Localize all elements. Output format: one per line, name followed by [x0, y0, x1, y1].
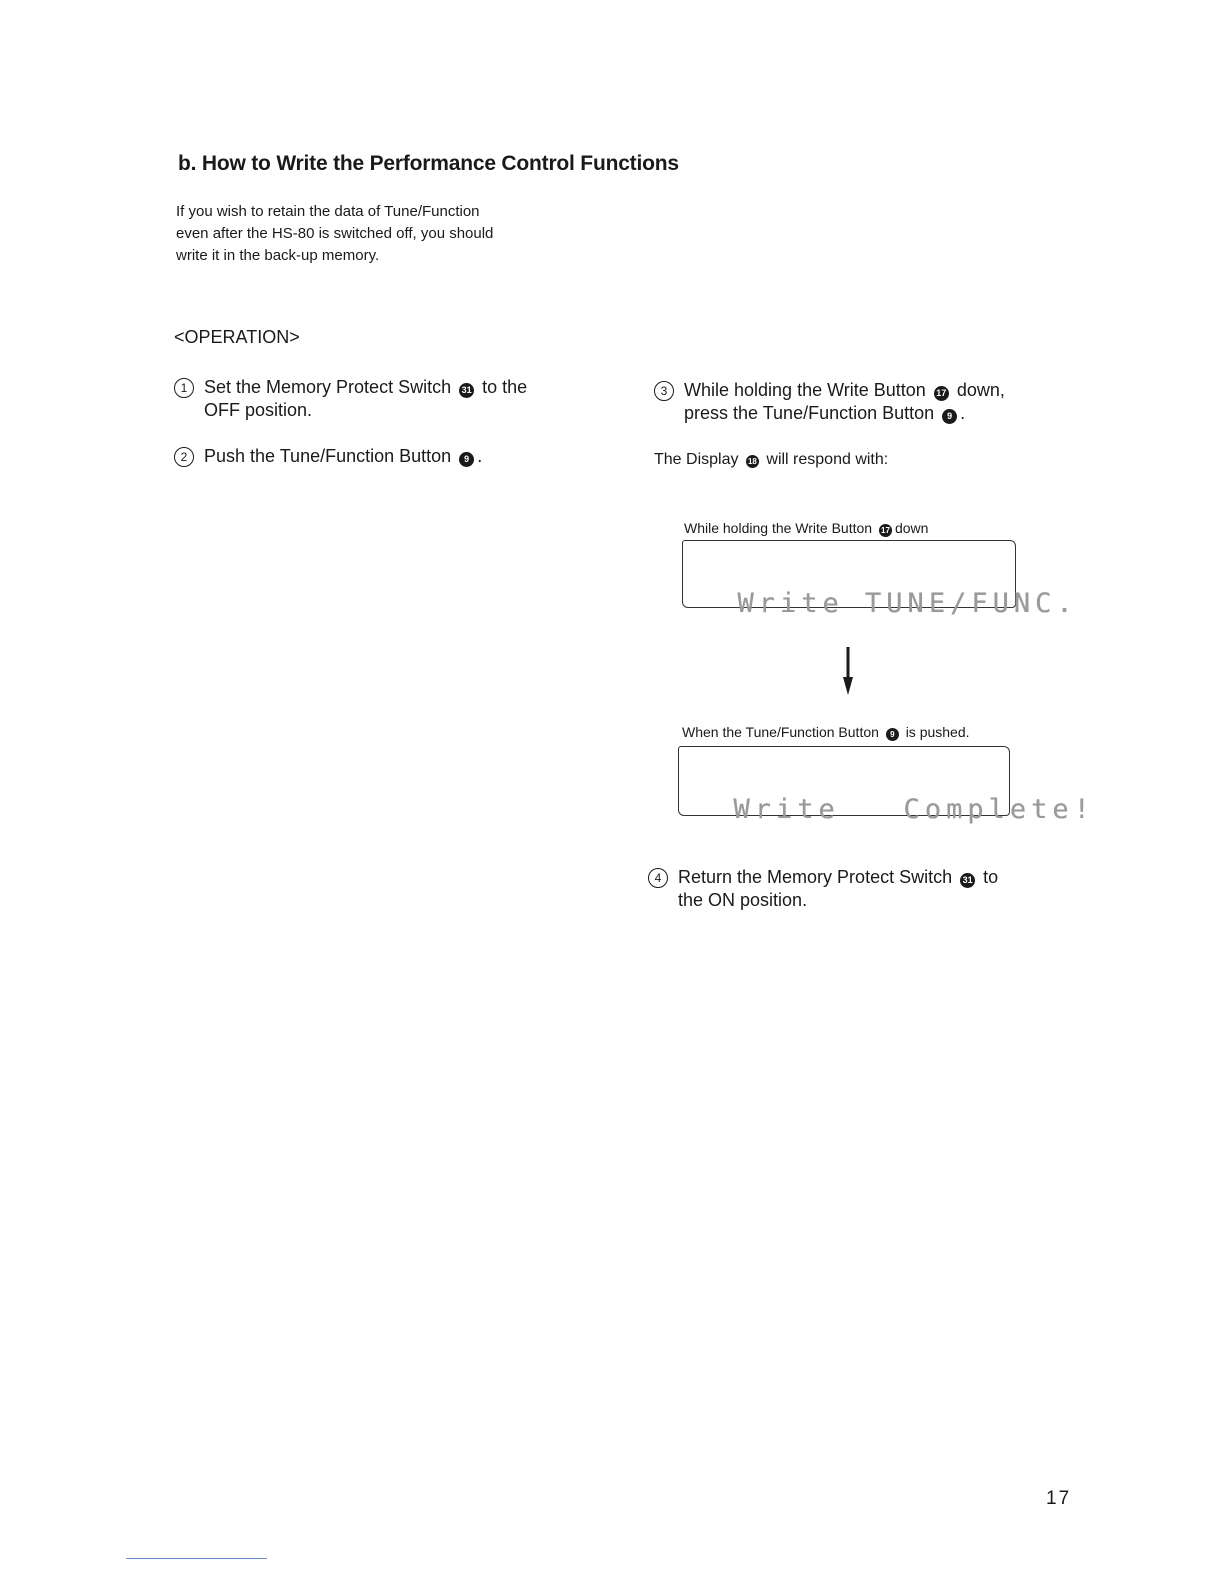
step-text: to the — [482, 377, 528, 397]
lcd-text: Write Complete! — [733, 794, 1095, 825]
display-note-text: The Display — [654, 451, 739, 468]
reference-badge: 17 — [934, 386, 949, 401]
step-number: 1 — [174, 378, 194, 398]
intro-line: write it in the back-up memory. — [176, 247, 380, 264]
caption-text: When the Tune/Function Button — [682, 724, 879, 740]
step-4 — [648, 866, 998, 912]
reference-badge: 9 — [942, 409, 957, 424]
operation-label: <OPERATION> — [174, 327, 300, 347]
step-3 — [654, 379, 1005, 425]
reference-badge: 18 — [746, 455, 759, 468]
step-text: . — [477, 446, 483, 466]
step-number: 4 — [648, 868, 668, 888]
step-text: press the Tune/Function Button — [684, 403, 935, 423]
reference-badge: 9 — [886, 728, 899, 741]
footer-divider — [126, 1558, 267, 1559]
step-2 — [174, 445, 482, 468]
caption-text: is pushed. — [905, 724, 970, 740]
step-1 — [174, 376, 527, 422]
display1-caption — [684, 520, 928, 537]
step-number: 2 — [174, 447, 194, 467]
intro-line: even after the HS-80 is switched off, you should — [176, 225, 494, 242]
step-text: . — [960, 403, 966, 423]
reference-badge: 31 — [960, 873, 975, 888]
display-note-text: will respond with: — [766, 451, 889, 468]
step-text: OFF position. — [204, 400, 313, 420]
lcd-text: Write TUNE/FUNC. — [737, 588, 1078, 619]
step-text: Return the Memory Protect Switch — [678, 867, 953, 887]
page-number: 17 — [1046, 1488, 1072, 1509]
lcd-display-write-tune-func — [682, 540, 1078, 619]
reference-badge: 9 — [459, 452, 474, 467]
step-text: the ON position. — [678, 890, 808, 910]
caption-text: While holding the Write Button — [684, 520, 873, 536]
intro-paragraph — [176, 201, 596, 267]
intro-line: If you wish to retain the data of Tune/Function — [176, 203, 480, 220]
section-heading: b. How to Write the Performance Control Functions — [178, 152, 679, 175]
display2-caption — [682, 724, 970, 741]
step-text: Push the Tune/Function Button — [204, 446, 452, 466]
step-text: to — [983, 867, 999, 887]
reference-badge: 31 — [459, 383, 474, 398]
down-arrow-icon — [840, 645, 856, 702]
lcd-display-write-complete — [678, 746, 1095, 825]
caption-text: down — [894, 520, 929, 536]
step-text: Set the Memory Protect Switch — [204, 377, 452, 397]
step-text: down, — [956, 380, 1005, 400]
reference-badge: 17 — [879, 524, 892, 537]
step-number: 3 — [654, 381, 674, 401]
step-text: While holding the Write Button — [684, 380, 926, 400]
display-note — [654, 451, 888, 469]
